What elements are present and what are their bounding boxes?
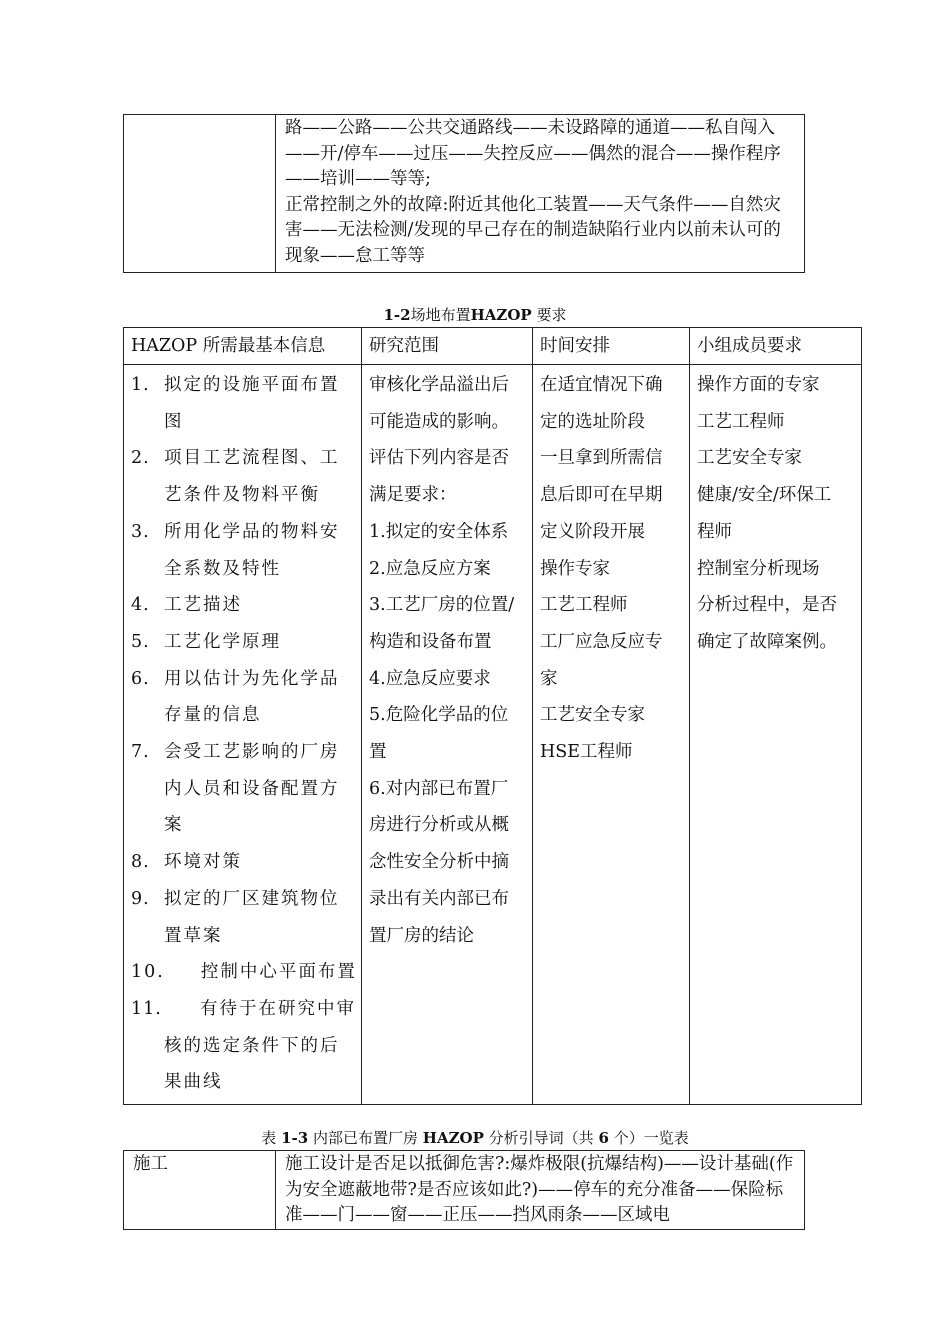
text-line: 一旦拿到所需信 <box>540 448 663 469</box>
text-line: 满足要求： <box>369 485 457 506</box>
text-line: 录出有关内部已布 <box>369 888 509 909</box>
header-cell: 研究范围 <box>362 328 533 365</box>
text-line: 分析过程中，是否 <box>697 595 837 616</box>
table-row <box>124 115 805 273</box>
table-row <box>124 365 862 1105</box>
list-item <box>131 624 357 661</box>
guide-words-table <box>123 1150 805 1230</box>
item-text: 控制中心平面布置 <box>200 962 357 983</box>
caption-text: 内部已布置厂房 <box>312 1129 418 1147</box>
item-number: 7. <box>131 742 150 763</box>
site-layout-hazop-table <box>123 327 862 1105</box>
text-line: 6.对内部已布置厂 <box>369 778 509 799</box>
item-number: 2. <box>131 448 150 469</box>
item-number: 8. <box>131 852 150 873</box>
text-line: 工艺工程师 <box>697 411 785 432</box>
list-item <box>131 440 357 513</box>
item-text: 拟定的设施平面布置图 <box>164 375 340 432</box>
list-item <box>131 954 357 991</box>
text-line: 控制室分析现场 <box>697 558 820 579</box>
list-item <box>131 734 357 844</box>
caption-bold-term: HAZOP <box>470 306 532 324</box>
numbered-list <box>131 367 357 1101</box>
empty-cell <box>124 115 276 273</box>
text-line: 工艺工程师 <box>540 595 628 616</box>
list-item <box>131 367 357 440</box>
table-caption-1-2 <box>0 305 950 325</box>
caption-text: 个）一览表 <box>613 1129 689 1147</box>
item-number: 5. <box>131 631 150 652</box>
item-number: 3. <box>131 521 150 542</box>
caption-text: 表 <box>261 1129 277 1147</box>
item-number: 11. <box>131 998 162 1019</box>
text-line: 2.应急反应方案 <box>369 558 491 579</box>
text-line: 置厂房的结论 <box>369 925 474 946</box>
text-line: 房进行分析或从概 <box>369 815 509 836</box>
item-number: 9. <box>131 888 150 909</box>
paragraph: 正常控制之外的故障:附近其他化工装置——天气条件——自然灾害——无法检测/发现的早己存在的制造缺陷行业内以前未认可的现象——怠工等等 <box>285 194 781 266</box>
text-line: 置 <box>369 742 387 763</box>
caption-bold-term: HAZOP <box>422 1129 484 1147</box>
caption-text: 场地布置 <box>410 306 471 324</box>
text-line: HSE工程师 <box>540 742 633 763</box>
text-line: 操作专家 <box>540 558 610 579</box>
category-cell: 施工 <box>124 1151 276 1230</box>
caption-number: 1-2 <box>383 306 411 324</box>
table-row <box>124 1151 805 1230</box>
header-cell: 时间安排 <box>533 328 690 365</box>
text-line: 息后即可在早期 <box>540 485 663 506</box>
text-line: 3.工艺厂房的位置/ <box>369 595 515 616</box>
guide-words-cell: 施工设计是否足以抵御危害?:爆炸极限(抗爆结构)——设计基础(作为安全遮蔽地带?是否应该如此?)——停车的充分准备——保险标准——门——窗——正压——挡风雨条——区域电 <box>276 1151 805 1230</box>
paragraph: 路——公路——公共交通路线——未设路障的通道——私自闯入——开/停车——过压——失控反应——偶然的混合——操作程序——培训——等等; <box>285 118 781 190</box>
item-text: 拟定的厂区建筑物位置草案 <box>164 888 340 946</box>
text-line: 确定了故障案例。 <box>697 631 837 652</box>
item-text: 项目工艺流程图、工艺条件及物料平衡 <box>164 448 340 506</box>
text-line: 工厂应急反应专 <box>540 631 663 652</box>
table-caption-1-3 <box>0 1128 950 1148</box>
list-item <box>131 844 357 881</box>
list-item <box>131 881 357 954</box>
item-text: 工艺化学原理 <box>164 631 281 652</box>
text-line: 定的选址阶段 <box>540 411 645 432</box>
item-text: 会受工艺影响的厂房内人员和设备配置方案 <box>164 742 340 836</box>
text-line: 工艺安全专家 <box>697 448 802 469</box>
text-line: 健康/安全/环保工 <box>697 485 832 506</box>
header-cell: 小组成员要求 <box>690 328 862 365</box>
item-number: 6. <box>131 668 150 689</box>
basic-info-cell <box>124 365 362 1105</box>
caption-text: 要求 <box>536 306 567 324</box>
item-text: 工艺描述 <box>164 595 242 616</box>
item-number: 10. <box>131 962 165 983</box>
text-line: 工艺安全专家 <box>540 705 645 726</box>
text-line: 审核化学品溢出后 <box>369 375 509 395</box>
text-line: 评估下列内容是否 <box>369 448 509 469</box>
team-requirements-cell <box>690 365 862 1105</box>
text-line: 操作方面的专家 <box>697 375 820 395</box>
item-text: 环境对策 <box>164 852 242 873</box>
text-line: 定义阶段开展 <box>540 521 645 542</box>
text-line: 可能造成的影响。 <box>369 411 509 432</box>
header-cell: HAZOP 所需最基本信息 <box>124 328 362 365</box>
study-scope-cell <box>362 365 533 1105</box>
text-line: 家 <box>540 668 558 689</box>
item-number: 1. <box>131 375 150 395</box>
caption-count: 6 <box>598 1129 609 1147</box>
text-line: 1.拟定的安全体系 <box>369 521 509 542</box>
continuation-table <box>123 114 805 273</box>
list-item <box>131 991 357 1101</box>
caption-text: 分析引导词（共 <box>488 1129 594 1147</box>
list-item <box>131 661 357 734</box>
text-line: 构造和设备布置 <box>369 631 492 652</box>
text-line: 在适宜情况下确 <box>540 375 663 395</box>
caption-number: 1-3 <box>281 1129 309 1147</box>
text-line: 5.危险化学品的位 <box>369 705 509 726</box>
schedule-cell <box>533 365 690 1105</box>
text-line: 念性安全分析中摘 <box>369 852 509 873</box>
list-item <box>131 587 357 624</box>
item-text: 用以估计为先化学品存量的信息 <box>164 668 340 726</box>
item-text: 有待于在研究中审核的选定条件下的后果曲线 <box>164 998 356 1093</box>
text-line: 程师 <box>697 521 732 542</box>
list-item <box>131 514 357 587</box>
text-line: 4.应急反应要求 <box>369 668 491 689</box>
hazard-description-cell <box>276 115 805 273</box>
item-text: 所用化学品的物料安全系数及特性 <box>164 521 340 579</box>
item-number: 4. <box>131 595 150 616</box>
header-row <box>124 328 862 365</box>
